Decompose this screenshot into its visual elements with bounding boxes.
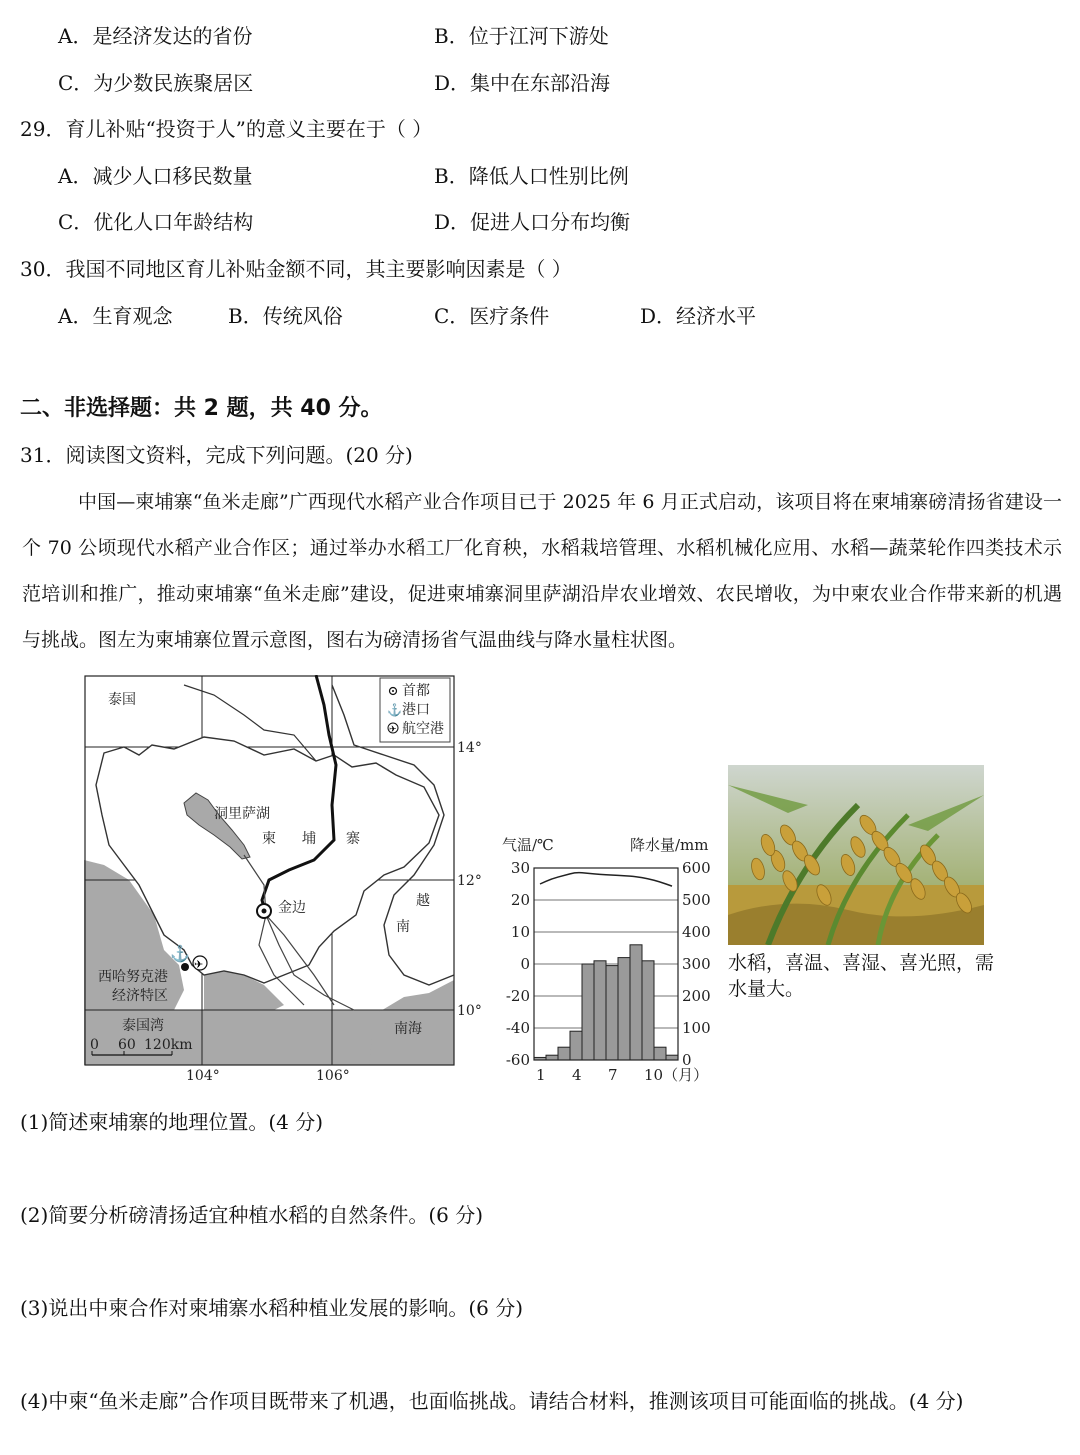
q30-option-d: D．经济水平 — [640, 304, 757, 328]
right-tick-label: 100 — [682, 1019, 711, 1037]
svg-text:60: 60 — [118, 1037, 136, 1053]
svg-text:寨: 寨 — [346, 831, 360, 847]
precip-bar — [570, 1031, 582, 1060]
q29-stem: 29．育儿补贴“投资于人”的意义主要在于（ ） — [20, 117, 433, 141]
anchor-icon: ⚓ — [170, 944, 190, 963]
label-capital: 金边 — [278, 900, 306, 916]
precip-bar — [618, 958, 630, 1060]
svg-text:0: 0 — [90, 1037, 99, 1053]
right-tick-label: 600 — [682, 859, 711, 877]
svg-text:104°: 104° — [186, 1068, 220, 1084]
q30-stem: 30．我国不同地区育儿补贴金额不同，其主要影响因素是（ ） — [20, 257, 572, 281]
section-title: 二、非选择题：共 2 题，共 40 分。 — [20, 396, 383, 421]
svg-text:10°: 10° — [457, 1003, 482, 1019]
precip-bar — [558, 1047, 570, 1060]
label-lake: 洞里萨湖 — [214, 806, 270, 822]
climate-chart — [498, 828, 720, 1088]
left-tick-label: -20 — [505, 987, 530, 1005]
svg-text:柬: 柬 — [262, 831, 276, 847]
left-tick-label: -40 — [505, 1019, 530, 1037]
precip-bar — [546, 1055, 558, 1060]
ylabel-left: 气温/℃ — [502, 836, 554, 854]
svg-text:埔: 埔 — [302, 831, 316, 847]
x-tick-label: 1 — [536, 1066, 546, 1084]
q31-sub1: (1)简述柬埔寨的地理位置。(4 分) — [20, 1110, 324, 1134]
q31-stem: 31．阅读图文资料，完成下列问题。(20 分) — [20, 443, 413, 467]
q31-sub3: (3)说出中柬合作对柬埔寨水稻种植业发展的影响。(6 分) — [20, 1296, 524, 1320]
q30-option-c: C．医疗条件 — [434, 304, 550, 328]
left-tick-label: 30 — [510, 859, 530, 877]
left-tick-label: 10 — [510, 923, 530, 941]
x-tick-label: 10（月） — [644, 1066, 709, 1084]
q30-option-b: B．传统风俗 — [228, 304, 343, 328]
svg-text:12°: 12° — [457, 873, 482, 889]
svg-text:14°: 14° — [457, 740, 482, 756]
q31-paragraph: 中国—柬埔寨“鱼米走廊”广西现代水稻产业合作项目已于 2025 年 6 月正式启动，该项目将在柬埔寨磅清扬省建设一个 70 公顷现代水稻产业合作区；通过举办水稻工厂化育秧，水稻栽培管理、水稻机械化应用、水稻—蔬菜轮作四类技术示范培训和推广，推动柬埔寨“鱼米走廊”建设，促进柬埔寨洞里萨湖沿岸农业增效、农民增收，为中柬农业合作带来新的机遇与挑战。图左为柬埔寨位置示意图，图右为磅清扬省气温曲线与降水量柱状图。 — [22, 491, 1062, 651]
legend-port: 港口 — [402, 702, 430, 718]
label-gulf: 泰国湾 — [122, 1018, 164, 1034]
precip-bar — [654, 1047, 666, 1060]
left-tick-label: -60 — [505, 1051, 530, 1069]
left-tick-label: 20 — [510, 891, 530, 909]
svg-text:✈: ✈ — [194, 958, 204, 971]
precip-bar — [594, 961, 606, 1060]
svg-text:南: 南 — [396, 919, 410, 935]
q28-option-a: A．是经济发达的省份 — [58, 24, 253, 48]
q31-sub4: (4)中柬“鱼米走廊”合作项目既带来了机遇，也面临挑战。请结合材料，推测该项目可能面临的挑战。(4 分) — [20, 1389, 964, 1413]
svg-text:✈: ✈ — [389, 725, 397, 735]
x-tick-label: 7 — [608, 1066, 618, 1084]
q28-option-c: C．为少数民族聚居区 — [58, 71, 254, 95]
cambodia-location-map — [84, 675, 494, 1085]
q30-option-a: A．生育观念 — [58, 304, 173, 328]
ylabel-right: 降水量/mm — [630, 836, 709, 854]
label-south-sea: 南海 — [394, 1021, 422, 1037]
svg-text:106°: 106° — [316, 1068, 350, 1084]
q29-option-a: A．减少人口移民数量 — [58, 164, 253, 188]
left-tick-label: 0 — [520, 955, 530, 973]
q28-option-d: D．集中在东部沿海 — [434, 71, 611, 95]
svg-text:越: 越 — [416, 893, 430, 909]
precip-bar — [666, 1055, 678, 1060]
right-tick-label: 500 — [682, 891, 711, 909]
legend-airport: 航空港 — [402, 721, 444, 737]
label-thailand: 泰国 — [108, 692, 136, 708]
series-temperature-line — [540, 873, 672, 886]
q29-option-d: D．促进人口分布均衡 — [434, 210, 631, 234]
q31-sub2: (2)简要分析磅清扬适宜种植水稻的自然条件。(6 分) — [20, 1203, 484, 1227]
q29-option-b: B．降低人口性别比例 — [434, 164, 629, 188]
right-tick-label: 200 — [682, 987, 711, 1005]
rice-photo — [728, 765, 984, 945]
q29-option-c: C．优化人口年龄结构 — [58, 210, 254, 234]
svg-text:⚓: ⚓ — [387, 703, 402, 717]
precip-bar — [606, 966, 618, 1060]
svg-text:西哈努克港: 西哈努克港 — [98, 969, 168, 985]
precip-bar — [642, 961, 654, 1060]
rice-caption: 水稻，喜温、喜湿、喜光照，需水量大。 — [728, 952, 995, 1000]
svg-text:120km: 120km — [144, 1037, 193, 1053]
right-tick-label: 300 — [682, 955, 711, 973]
right-tick-label: 400 — [682, 923, 711, 941]
precip-bar — [582, 964, 594, 1060]
q28-option-b: B．位于江河下游处 — [434, 24, 609, 48]
x-tick-label: 4 — [572, 1066, 582, 1084]
legend-capital: 首都 — [402, 683, 430, 699]
svg-text:经济特区: 经济特区 — [112, 988, 168, 1004]
right-tick-label: 0 — [682, 1051, 692, 1069]
precip-bar — [630, 945, 642, 1060]
